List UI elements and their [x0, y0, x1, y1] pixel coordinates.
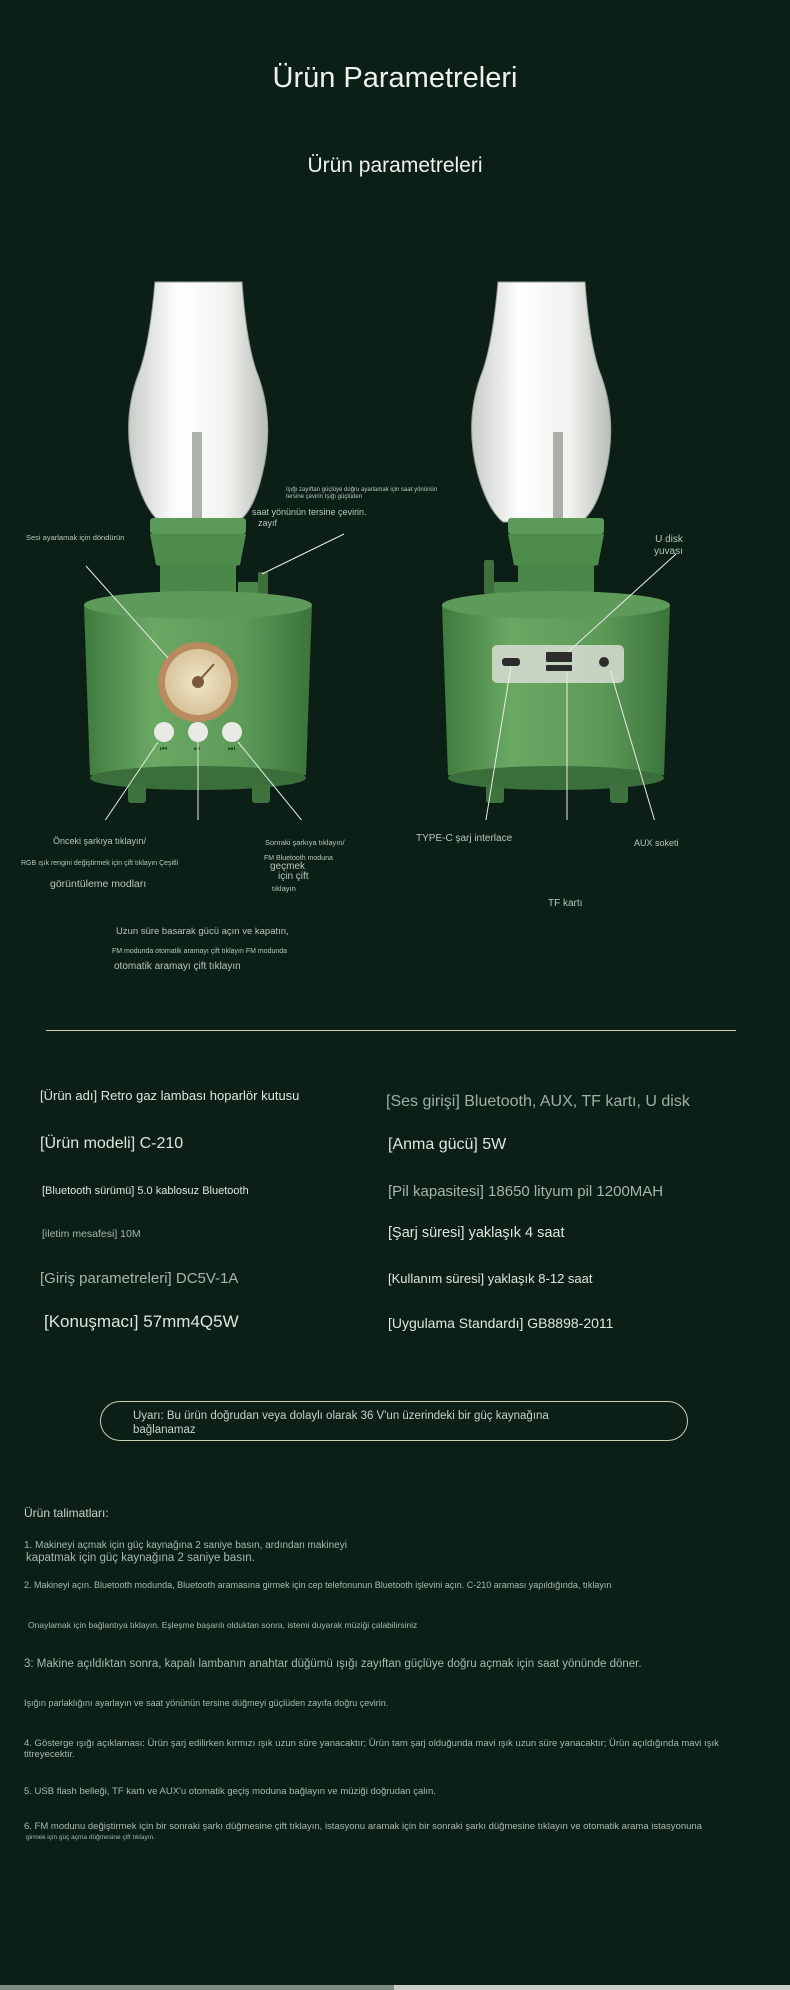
- spec-standard: [Uygulama Standardı] GB8898-2011: [388, 1315, 614, 1331]
- spec-power: [Anma gücü] 5W: [388, 1136, 507, 1153]
- spec-speaker: [Konuşmacı] 57mm4Q5W: [44, 1312, 239, 1331]
- aux-label: AUX soketi: [634, 838, 679, 848]
- instruction-1a: 1. Makineyi açmak için güç kaynağına 2 saniye basın, ardından makineyi: [24, 1540, 347, 1551]
- spec-bluetooth: [Bluetooth sürümü] 5.0 kablosuz Bluetooth: [42, 1185, 249, 1197]
- instruction-2a: 2. Makineyi açın. Bluetooth modunda, Bluetooth aramasına girmek için cep telefonunun Bluetooth işlevini açın. C-210 araması yapıldığında, tıklayın: [24, 1580, 612, 1590]
- instruction-5: 5. USB flash belleği, TF kartı ve AUX'u otomatik geçiş moduna bağlayın ve müziği doğrudan çalın.: [24, 1786, 436, 1797]
- volume-label: Sesi ayarlamak için döndürün: [26, 533, 125, 542]
- page-title: Ürün Parametreleri: [272, 62, 518, 94]
- weak-label: zayıf: [258, 518, 278, 528]
- next-song-label: Sonraki şarkıya tıklayın/: [265, 838, 345, 847]
- instruction-3b: Işığın parlaklığını ayarlayın ve saat yönünün tersine düğmeyi güçlüden zayıfa doğru çevirin.: [24, 1698, 389, 1708]
- lamp-front-view: [84, 282, 312, 803]
- bottom-strip: [0, 1985, 790, 1990]
- warning-text: Uyarı: Bu ürün doğrudan veya dolaylı olarak 36 V'un üzerindeki bir güç kaynağına bağlanamaz: [133, 1410, 549, 1436]
- svg-text:⏭: ⏭: [228, 744, 236, 753]
- prev-song-label: Önceki şarkıya tıklayın/: [53, 836, 147, 846]
- tf-card-label: TF kartı: [548, 898, 583, 909]
- instruction-4: 4. Gösterge ışığı açıklaması: Ürün şarj edilirken kırmızı ışık uzun süre yanacaktır; Ürün tam şarj olduğunda mavi ışık uzun süre yanacaktır; Ürün açıldığında mavi ışık titreyecektir.: [24, 1738, 719, 1760]
- dim-hint-label: Işığı zayıftan güçlüye doğru ayarlamak için saat yönünün tersine çevirin Işığı güçlüden: [286, 487, 438, 501]
- usb-slot-label: U disk yuvası: [654, 534, 683, 557]
- spec-audio-input: [Ses girişi] Bluetooth, AUX, TF kartı, U disk: [386, 1093, 690, 1110]
- spec-model: [Ürün modeli] C-210: [40, 1135, 184, 1152]
- fm-auto-small-label: FM modunda otomatik aramayı çift tıklayın FM modunda: [112, 948, 288, 955]
- spec-charge-time: [Şarj süresi] yaklaşık 4 saat: [388, 1225, 565, 1241]
- spec-product-name: [Ürün adı] Retro gaz lambası hoparlör kutusu: [40, 1088, 300, 1103]
- instructions-heading: Ürün talimatları:: [24, 1506, 109, 1520]
- section-subtitle: Ürün parametreleri: [307, 154, 483, 177]
- long-press-label: Uzun süre basarak gücü açın ve kapatın,: [116, 926, 289, 937]
- instruction-2b: Onaylamak için bağlantıya tıklayın. Eşleşme başarılı olduktan sonra, istemi duyarak müziği çalabilirsiniz: [28, 1620, 418, 1630]
- spec-input-params: [Giriş parametreleri] DC5V-1A: [40, 1270, 239, 1287]
- warning-box: [100, 1401, 688, 1441]
- instruction-1b: kapatmak için güç kaynağına 2 saniye basın.: [26, 1552, 255, 1564]
- spec-usage-time: [Kullanım süresi] yaklaşık 8-12 saat: [388, 1271, 593, 1286]
- section-divider: [46, 1030, 736, 1031]
- typec-label: TYPE-C şarj interlace: [416, 833, 513, 844]
- fm-auto-label: otomatik aramayı çift tıklayın: [114, 961, 241, 972]
- instruction-6b: girmek için güç açma düğmesine çift tıklayın.: [26, 1834, 155, 1841]
- fm-mode-label: FM Bluetooth moduna: [264, 855, 333, 862]
- svg-text:⏯: ⏯: [194, 744, 201, 753]
- fm-mode-label-3: tıklayın: [272, 884, 296, 893]
- lamp-rear-view: [442, 282, 670, 803]
- spec-distance: [iletim mesafesi] 10M: [42, 1228, 141, 1240]
- counter-clockwise-label: saat yönünün tersine çevirin.: [252, 507, 367, 517]
- display-modes-label: görüntüleme modları: [50, 878, 147, 890]
- rgb-label: RGB ışık rengini değiştirmek için çift tıklayın Çeşitli: [21, 860, 179, 867]
- instruction-3a: 3: Makine açıldıktan sonra, kapalı lambanın anahtar düğümü ışığı zayıftan güçlüye doğru açmak için saat yönünde döner.: [24, 1658, 642, 1670]
- spec-battery: [Pil kapasitesi] 18650 lityum pil 1200MAH: [388, 1183, 664, 1200]
- fm-mode-label-2: geçmek için çift: [270, 861, 309, 882]
- svg-text:⏮: ⏮: [160, 744, 168, 753]
- instruction-6a: 6. FM modunu değiştirmek için bir sonraki şarkı düğmesine çift tıklayın, istasyonu aramak için bir sonraki şarkı düğmesine tıklayın ve otomatik arama istasyonuna: [24, 1821, 702, 1832]
